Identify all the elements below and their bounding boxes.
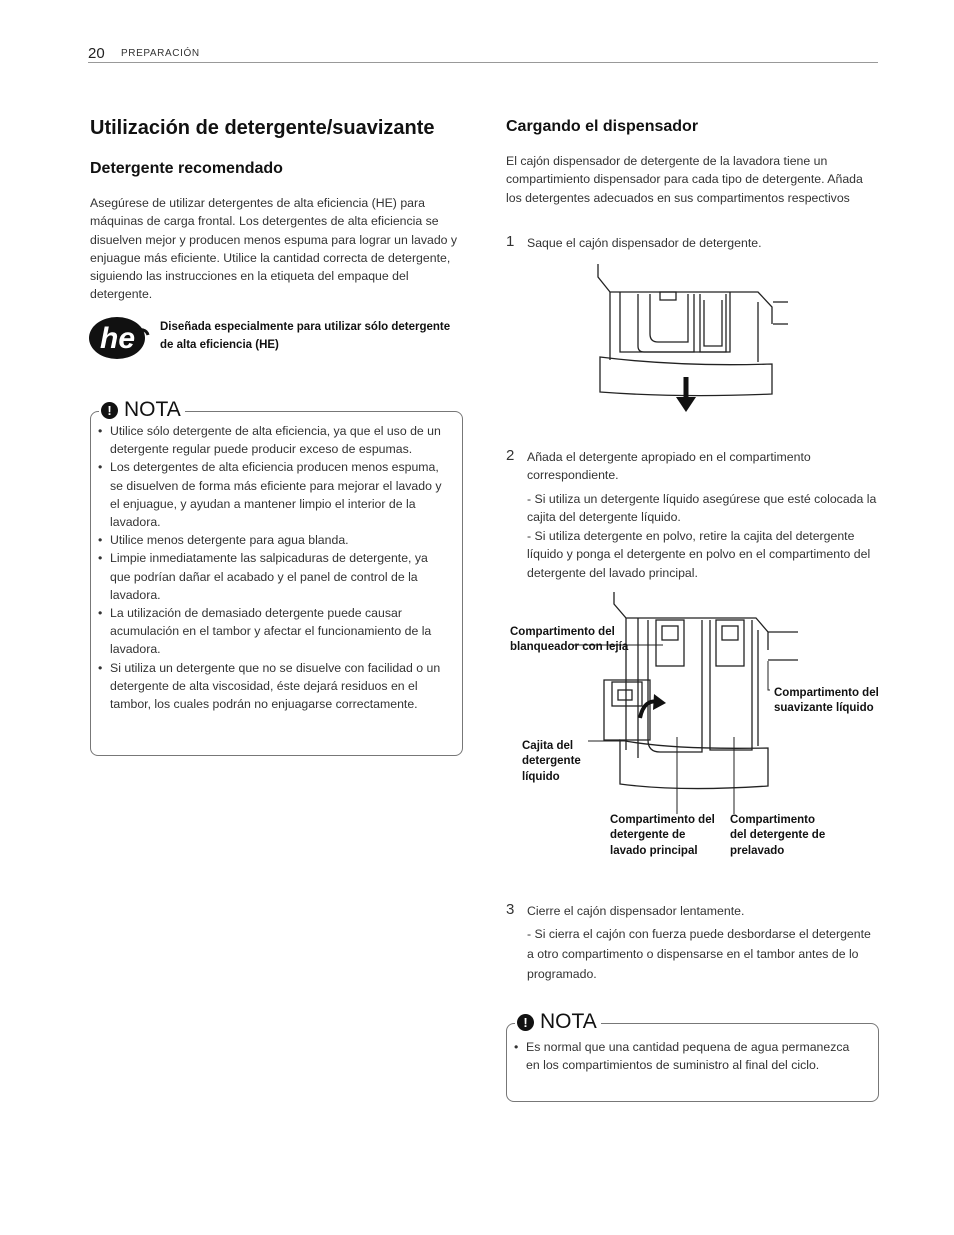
list-item: • Utilice sólo detergente de alta eficiencia, ya que el uso de un detergente regular puede producir exceso de espumas. [98, 422, 450, 458]
dispenser-intro: El cajón dispensador de detergente de la lavadora tiene un compartimiento dispensador para cada tipo de detergente. Añada los detergentes adecuados en sus compartimentos respectivos [506, 154, 863, 205]
list-item: • Es normal que una cantidad pequena de agua permanezca en los compartimientos de suministro al final del ciclo. [514, 1038, 864, 1074]
note-label: NOTA [124, 398, 181, 421]
page-title: Utilización de detergente/suavizante [90, 117, 435, 139]
intro-paragraph: Asegúrese de utilizar detergentes de alta eficiencia (HE) para máquinas de carga frontal. Los detergentes de alta eficiencia se disuelven mejor y producen menos espuma para lograr un lavado y enjuague más eficiente. Utilice la cantidad correcta de detergente, siguiendo las instrucciones en la etiqueta del empaque del detergente. [90, 196, 458, 302]
note-list-right [514, 1038, 864, 1074]
exclamation-icon: ! [517, 1014, 534, 1031]
he-caption: Diseñada especialmente para utilizar sólo detergente de alta eficiencia (HE) [160, 321, 451, 351]
page-number: 20 [88, 45, 105, 62]
list-item: • Utilice menos detergente para agua blanda. [98, 531, 450, 549]
step-text: Saque el cajón dispensador de detergente. [527, 236, 762, 250]
step-note: - Si utiliza un detergente líquido asegúrese que esté colocada la cajita del detergente líquido. [527, 492, 877, 525]
list-item: • Limpie inmediatamente las salpicaduras de detergente, ya que podrían dañar el acabado y el panel de control de la lavadora. [98, 549, 450, 604]
label-main-wash-compartment: Compartimento del detergente de lavado principal [610, 814, 715, 857]
step-number: 3 [506, 901, 515, 918]
step-number: 1 [506, 233, 515, 250]
list-item: • Los detergentes de alta eficiencia producen menos espuma, se disuelven de forma más eficiente para mejorar el lavado y el enjuague, y ayudan a mantener limpio el interior de la lavadora. [98, 458, 450, 531]
label-liquid-cup: Cajita del detergente líquido [522, 740, 581, 783]
list-item: • Si utiliza un detergente que no se disuelve con facilidad o un detergente de alta viscosidad, éste dejará residuos en el tambor, los cuales podrán no enjuagarse correctamente. [98, 659, 450, 714]
subtitle-recommended: Detergente recomendado [90, 160, 283, 177]
step-note: - Si cierra el cajón con fuerza puede desbordarse el detergente a otro compartimento o dispensarse en el tambor antes de lo programado. [527, 927, 871, 981]
step-number: 2 [506, 447, 515, 464]
step-text: Añada el detergente apropiado en el compartimento correspondiente. [527, 450, 811, 483]
exclamation-icon: ! [101, 402, 118, 419]
note-label: NOTA [540, 1010, 597, 1033]
note-title-right [515, 1010, 601, 1034]
label-prewash-compartment: Compartimento del detergente de prelavado [730, 814, 826, 857]
label-softener-compartment: Compartimento del suavizante líquido [774, 687, 879, 715]
label-bleach-compartment: Compartimento del blanqueador con lejía [510, 626, 629, 654]
section-title: PREPARACIÓN [121, 48, 200, 59]
step-note: - Si utiliza detergente en polvo, retire la cajita del detergente líquido y ponga el detergente en polvo en el compartimento del detergente del lavado principal. [527, 529, 871, 580]
step-text: Cierre el cajón dispensador lentamente. [527, 904, 745, 918]
section-heading-dispenser: Cargando el dispensador [506, 118, 699, 135]
list-item: • La utilización de demasiado detergente puede causar acumulación en el tambor y afectar el funcionamiento de la lavadora. [98, 604, 450, 659]
he-logo-text: he [100, 322, 136, 355]
